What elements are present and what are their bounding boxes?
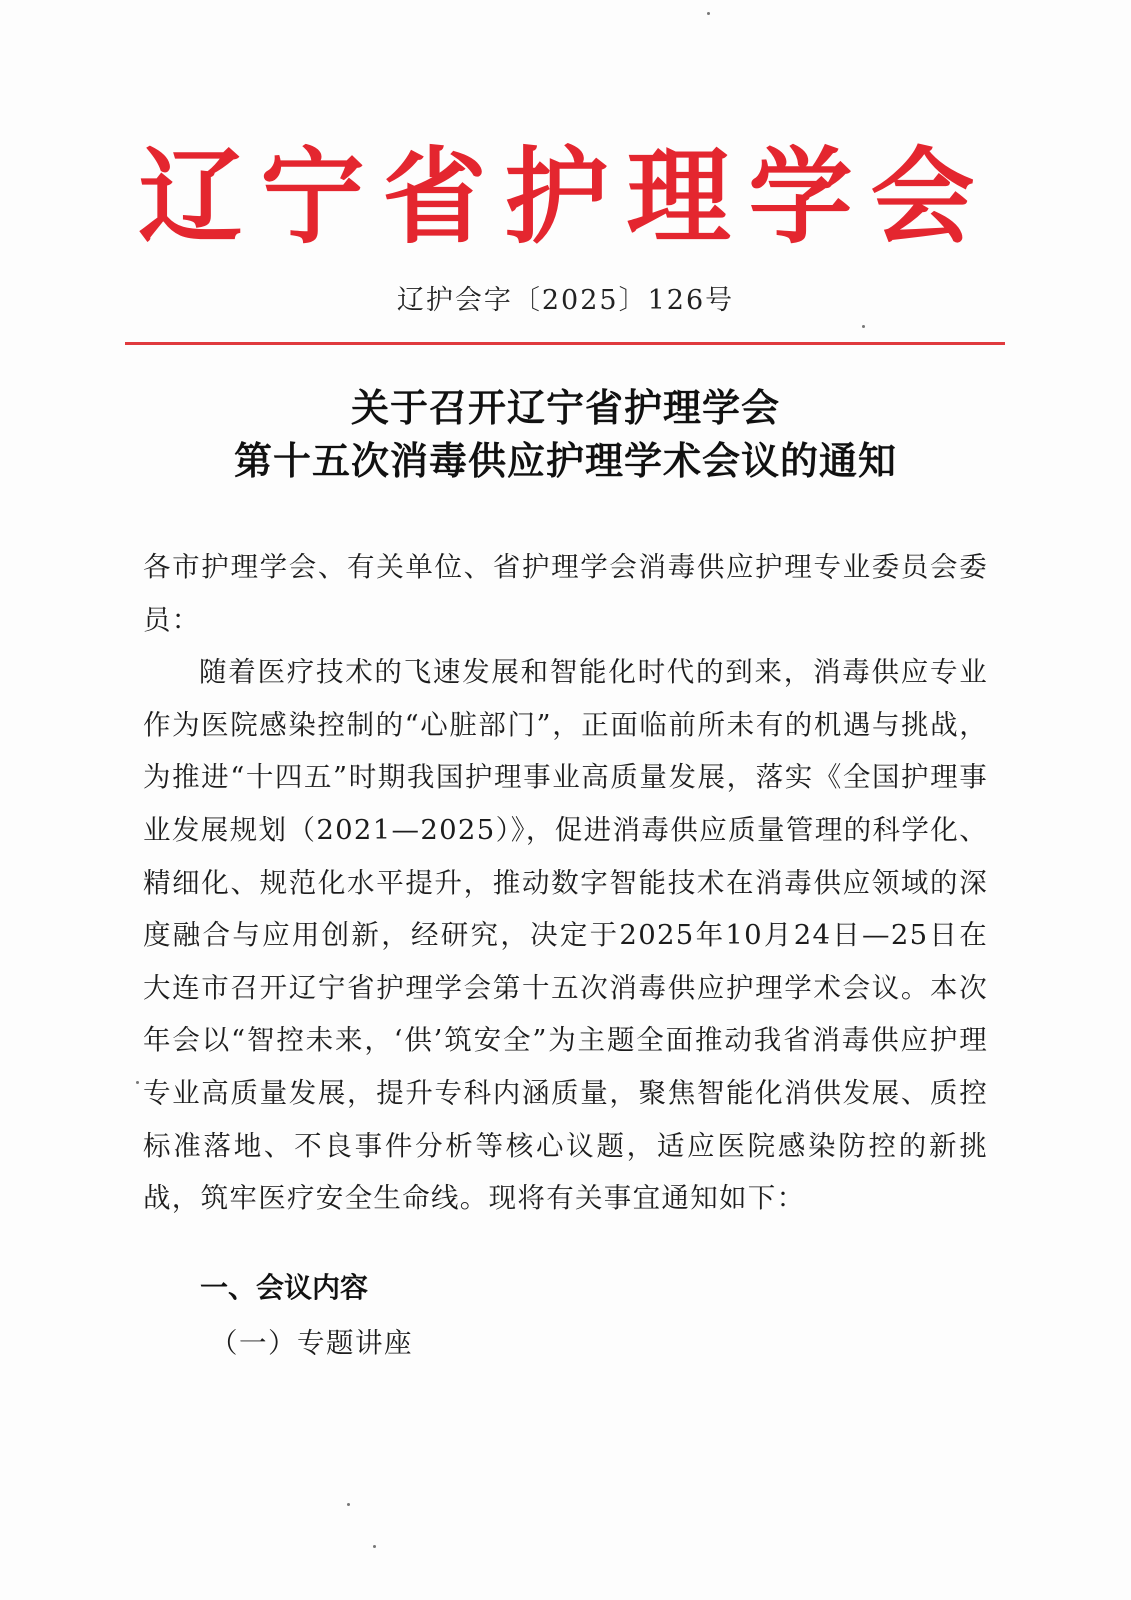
- body-text: [143, 541, 988, 1225]
- sub-heading-1: （一）专题讲座: [210, 1327, 413, 1359]
- scan-speck: [136, 1081, 139, 1084]
- title-line-2: 第十五次消毒供应护理学术会议的通知: [233, 438, 897, 483]
- scan-speck: [707, 12, 710, 15]
- salutation: 各市护理学会、有关单位、省护理学会消毒供应护理专业委员会委员：: [143, 551, 988, 636]
- section-heading-1: 一、会议内容: [200, 1271, 369, 1304]
- org-name-header: 辽宁省护理学会: [138, 135, 993, 258]
- title-line-1: 关于召开辽宁省护理学会: [350, 385, 780, 430]
- document-number: 辽护会字〔2025〕126号: [396, 285, 735, 316]
- scan-speck: [347, 1503, 350, 1506]
- scan-speck: [862, 325, 865, 328]
- red-divider-line: [125, 342, 1005, 345]
- paragraph-1: 随着医疗技术的飞速发展和智能化时代的到来，消毒供应专业作为医院感染控制的“心脏部门”，正面临前所未有的机遇与挑战，为推进“十四五”时期我国护理事业高质量发展，落实《全国护理事业发展规划（2021—2025）》，促进消毒供应质量管理的科学化、精细化、规范化水平提升，推动数字智能技术在消毒供应领域的深度融合与应用创新，经研究，决定于2025年10月24日—25日在大连市召开辽宁省护理学会第十五次消毒供应护理学术会议。本次年会以“智控未来，‘供’筑安全”为主题全面推动我省消毒供应护理专业高质量发展，提升专科内涵质量，聚焦智能化消供发展、质控标准落地、不良事件分析等核心议题，适应医院感染防控的新挑战，筑牢医疗安全生命线。现将有关事宜通知如下：: [143, 656, 988, 1215]
- scan-speck: [373, 1545, 376, 1548]
